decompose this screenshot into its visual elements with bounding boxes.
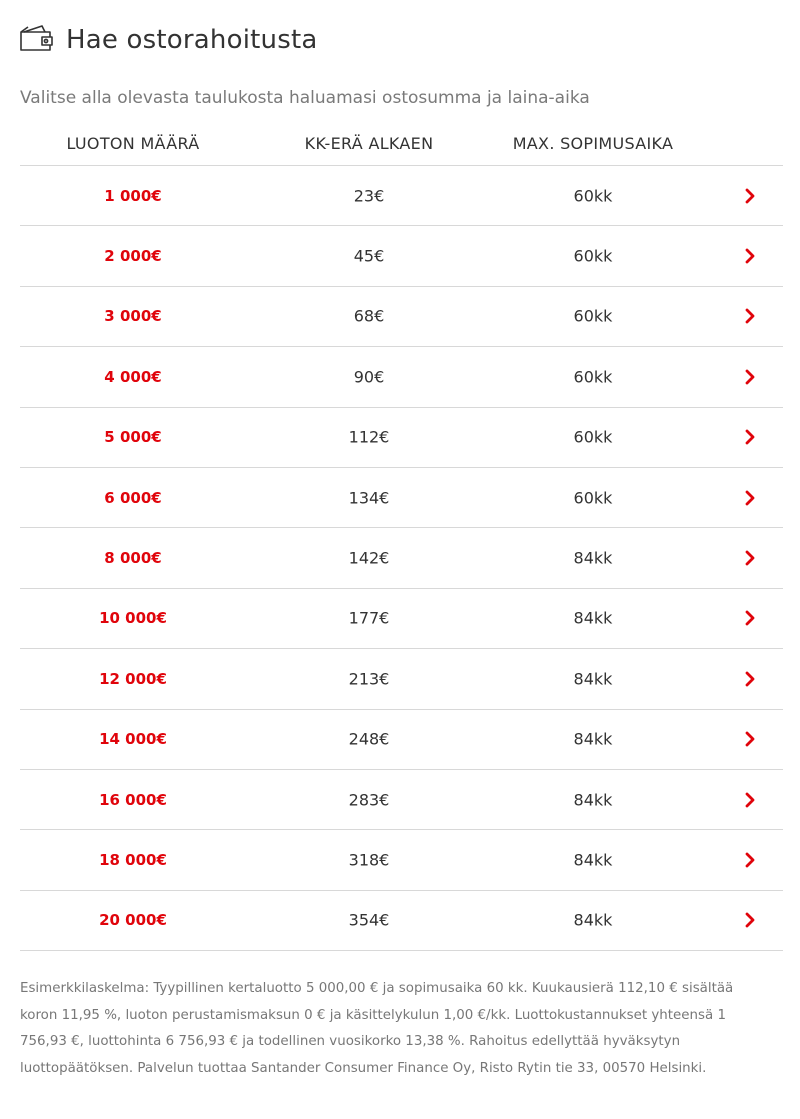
max-contract-period: 60kk xyxy=(573,427,613,447)
max-contract-period: 60kk xyxy=(573,488,613,508)
max-contract-period: 84kk xyxy=(573,669,613,689)
wallet-icon xyxy=(18,23,54,57)
monthly-installment: 142€ xyxy=(348,548,390,568)
chevron-right-icon[interactable] xyxy=(743,730,757,748)
monthly-installment: 177€ xyxy=(348,608,390,628)
subtitle: Valitse alla olevasta taulukosta haluamasi ostosumma ja laina-aika xyxy=(20,88,590,108)
loan-amount: 6 000€ xyxy=(104,488,162,507)
max-contract-period: 84kk xyxy=(573,548,613,568)
monthly-installment: 23€ xyxy=(353,186,385,206)
loan-amount: 3 000€ xyxy=(104,307,162,326)
table-row[interactable] xyxy=(20,891,783,951)
chevron-right-icon[interactable] xyxy=(743,911,757,929)
max-contract-period: 60kk xyxy=(573,186,613,206)
column-header-period: MAX. SOPIMUSAIKA xyxy=(512,134,674,153)
chevron-right-icon[interactable] xyxy=(743,609,757,627)
column-header-amount: LUOTON MÄÄRÄ xyxy=(66,134,200,153)
max-contract-period: 84kk xyxy=(573,729,613,749)
chevron-right-icon[interactable] xyxy=(743,428,757,446)
monthly-installment: 112€ xyxy=(348,427,390,447)
chevron-right-icon[interactable] xyxy=(743,791,757,809)
monthly-installment: 213€ xyxy=(348,669,390,689)
table-row[interactable] xyxy=(20,166,783,226)
chevron-right-icon[interactable] xyxy=(743,368,757,386)
example-calculation-footnote: Esimerkkilaskelma: Tyypillinen kertaluotto 5 000,00 € ja sopimusaika 60 kk. Kuukausierä 112,10 € sisältää koron 11,95 %, luoton perustamismaksun 0 € ja käsittelykulun 1,00 €/kk. Luottokustannukset yhteensä 1 756,93 €, luottohinta 6 756,93 € ja todellinen vuosikorko 13,38 %. Rahoitus edellyttää hyväksytyn luottopäätöksen. Palvelun tuottaa Santander Consumer Finance Oy, Risto Rytin tie 33, 00570 Helsinki. xyxy=(20,981,734,1076)
loan-table-body xyxy=(20,166,783,951)
monthly-installment: 318€ xyxy=(348,850,390,870)
page-header xyxy=(18,22,317,58)
max-contract-period: 84kk xyxy=(573,790,613,810)
table-row[interactable] xyxy=(20,770,783,830)
table-row[interactable] xyxy=(20,589,783,649)
loan-amount: 8 000€ xyxy=(104,549,162,568)
loan-amount: 5 000€ xyxy=(104,428,162,447)
max-contract-period: 60kk xyxy=(573,306,613,326)
page-title: Hae ostorahoitusta xyxy=(66,25,318,55)
chevron-right-icon[interactable] xyxy=(743,489,757,507)
monthly-installment: 90€ xyxy=(353,367,385,387)
max-contract-period: 84kk xyxy=(573,910,613,930)
loan-amount: 20 000€ xyxy=(99,911,167,930)
chevron-right-icon[interactable] xyxy=(743,307,757,325)
table-header xyxy=(20,134,783,166)
max-contract-period: 60kk xyxy=(573,367,613,387)
table-row[interactable] xyxy=(20,408,783,468)
loan-amount: 4 000€ xyxy=(104,367,162,386)
chevron-right-icon[interactable] xyxy=(743,670,757,688)
max-contract-period: 84kk xyxy=(573,850,613,870)
table-row[interactable] xyxy=(20,226,783,286)
table-row[interactable] xyxy=(20,468,783,528)
table-row[interactable] xyxy=(20,830,783,890)
column-header-installment: KK-ERÄ ALKAEN xyxy=(304,134,434,153)
loan-amount: 14 000€ xyxy=(99,730,167,749)
loan-amount: 1 000€ xyxy=(104,186,162,205)
loan-amount: 18 000€ xyxy=(99,850,167,869)
chevron-right-icon[interactable] xyxy=(743,247,757,265)
table-row[interactable] xyxy=(20,710,783,770)
table-row[interactable] xyxy=(20,347,783,407)
monthly-installment: 45€ xyxy=(353,246,385,266)
loan-amount: 2 000€ xyxy=(104,247,162,266)
max-contract-period: 84kk xyxy=(573,608,613,628)
chevron-right-icon[interactable] xyxy=(743,851,757,869)
chevron-right-icon[interactable] xyxy=(743,549,757,567)
table-row[interactable] xyxy=(20,528,783,588)
table-row[interactable] xyxy=(20,287,783,347)
max-contract-period: 60kk xyxy=(573,246,613,266)
monthly-installment: 283€ xyxy=(348,790,390,810)
loan-amount: 12 000€ xyxy=(99,669,167,688)
monthly-installment: 248€ xyxy=(348,729,390,749)
monthly-installment: 354€ xyxy=(348,910,390,930)
loan-amount: 16 000€ xyxy=(99,790,167,809)
monthly-installment: 68€ xyxy=(353,306,385,326)
table-row[interactable] xyxy=(20,649,783,709)
monthly-installment: 134€ xyxy=(348,488,390,508)
loan-amount: 10 000€ xyxy=(99,609,167,628)
chevron-right-icon[interactable] xyxy=(743,187,757,205)
